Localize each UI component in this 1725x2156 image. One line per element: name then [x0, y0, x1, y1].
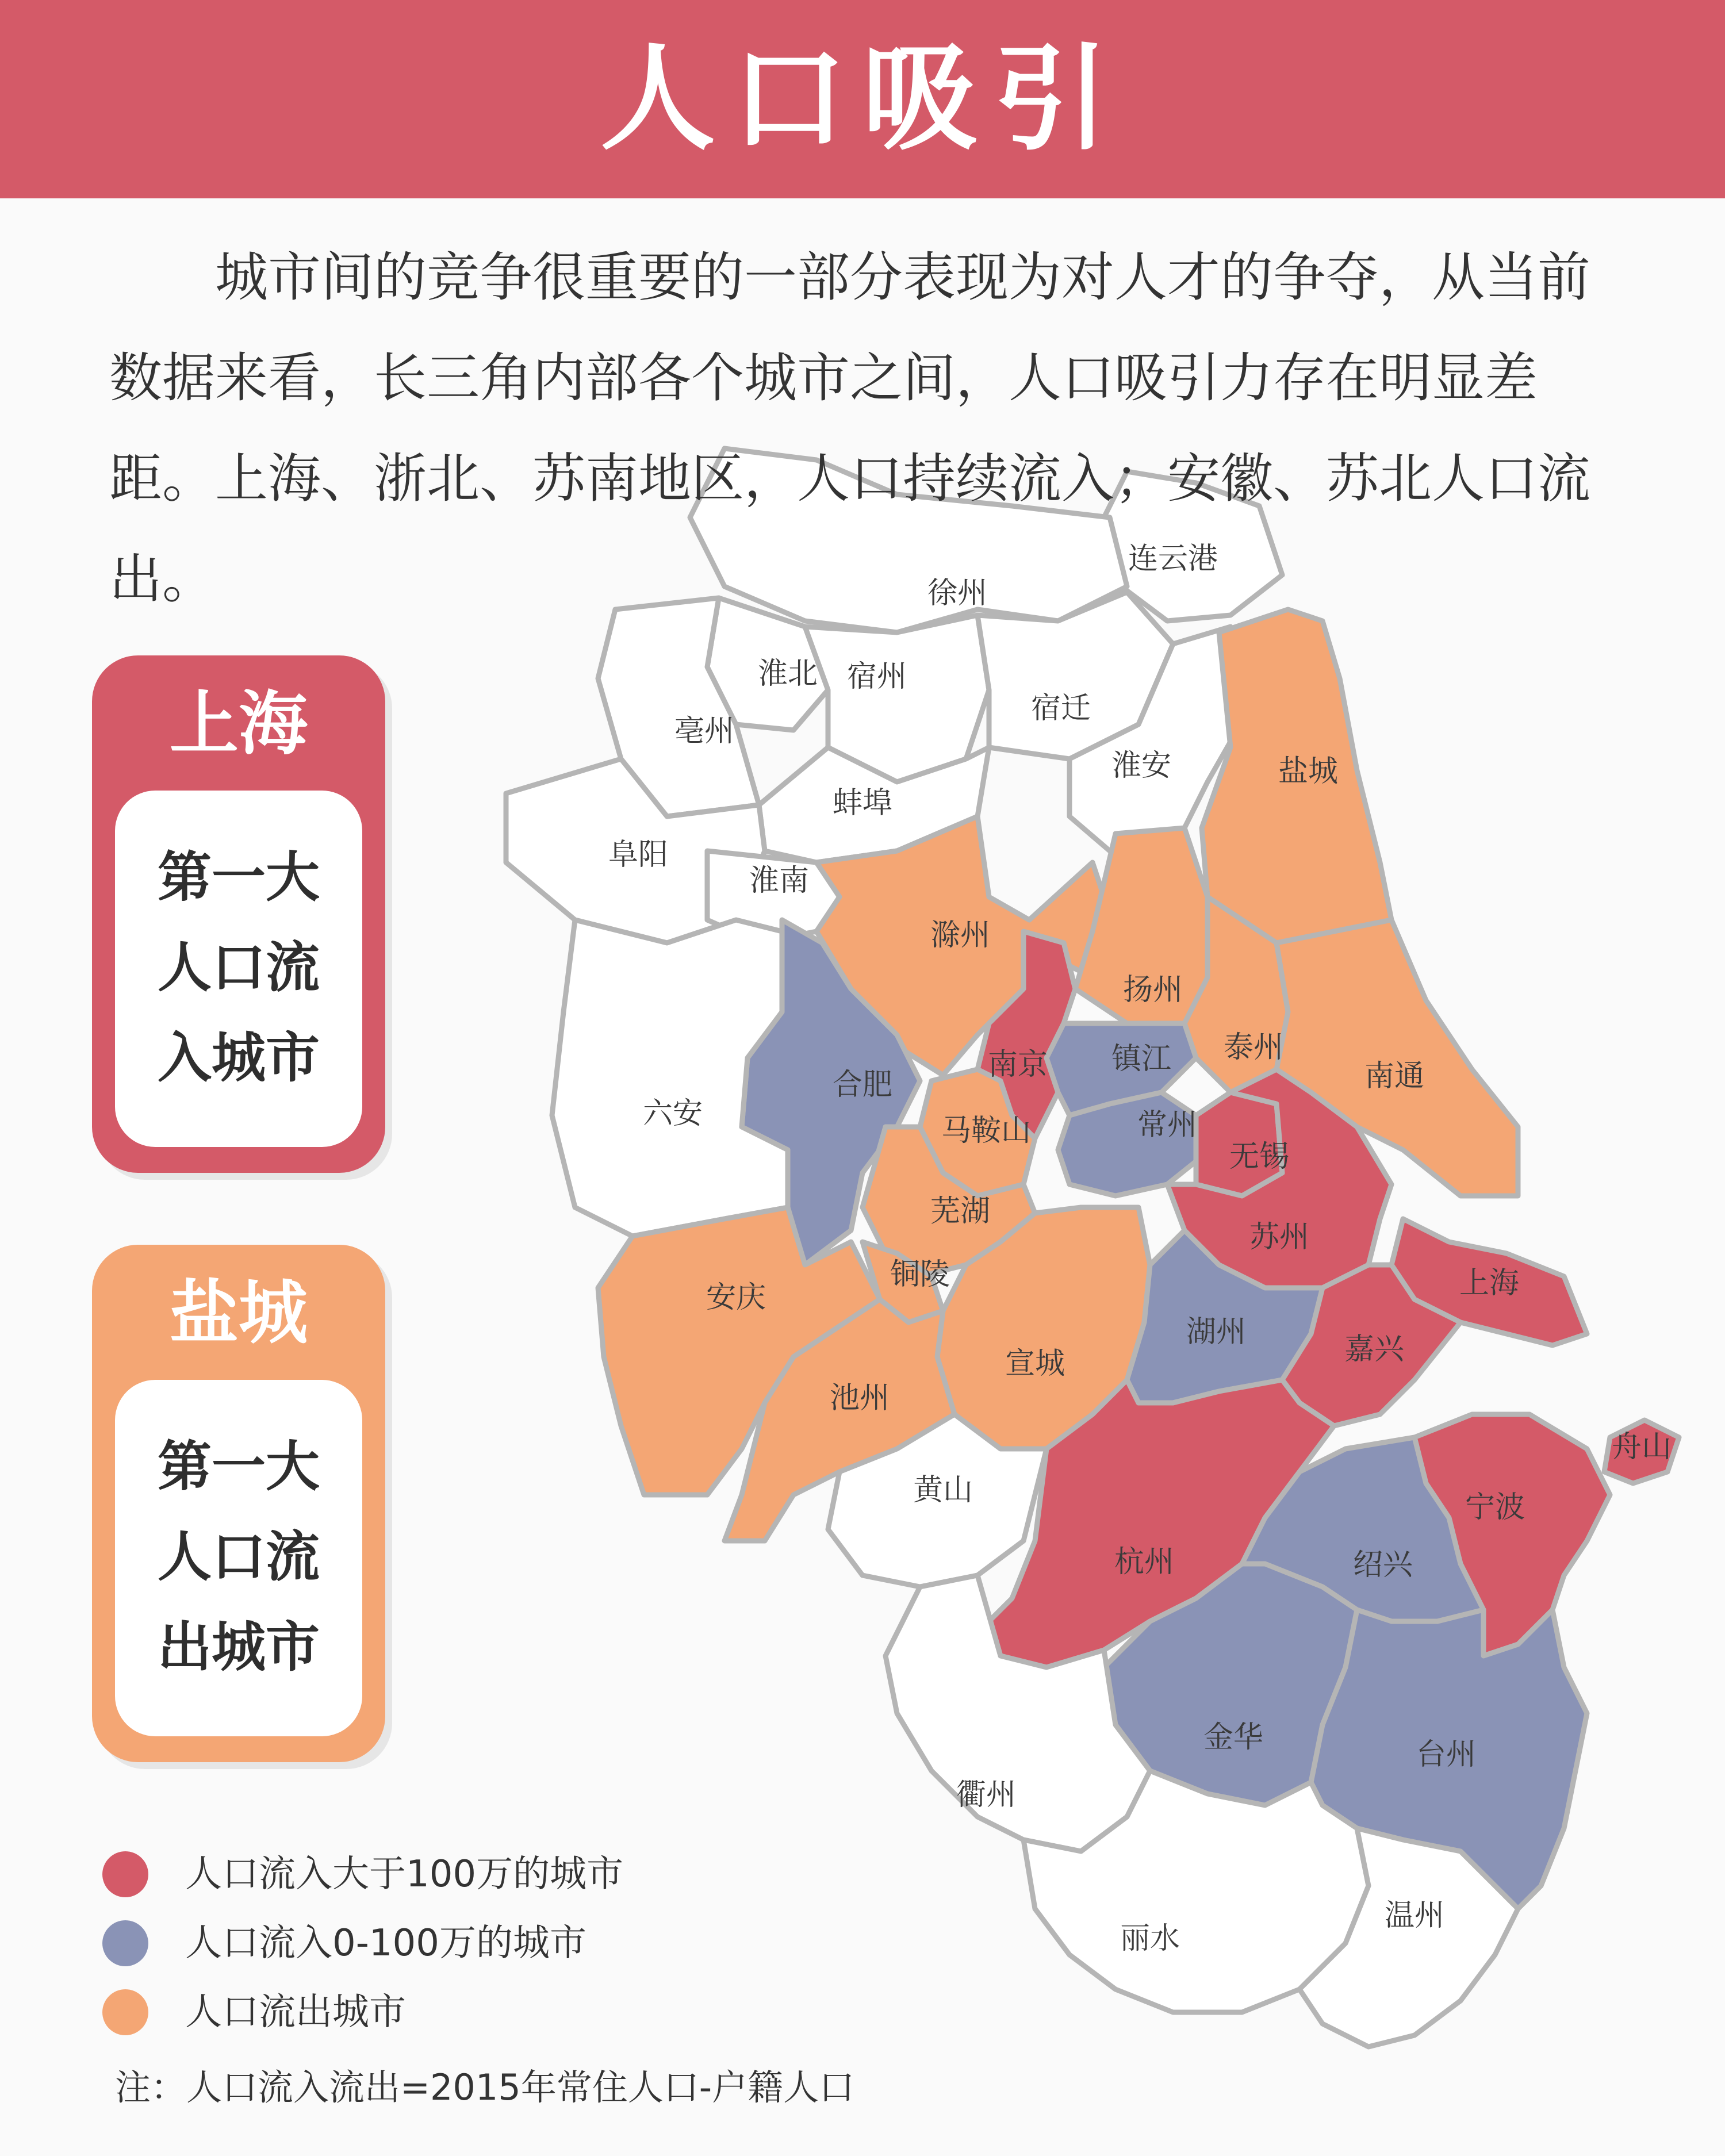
label-tongling: 铜陵 [890, 1257, 950, 1292]
label-jinhua: 金华 [1203, 1720, 1264, 1755]
intro-paragraph: 城市间的竞争很重要的一部分表现为对人才的争夺，从当前数据来看，长三角内部各个城市之间，人口吸引力存在明显差距。上海、浙北、苏南地区，人口持续流入；安徽、苏北人口流出。 [109, 247, 1591, 610]
inflow-card-line: 人口流 [157, 937, 320, 999]
label-hangzhou: 杭州 [1114, 1545, 1175, 1579]
footnote: 注：人口流入流出=2015年常住人口-户籍人口 [115, 2066, 855, 2108]
page-title: 人口吸引 [600, 32, 1125, 166]
label-wuxi: 无锡 [1229, 1140, 1290, 1174]
label-suqian: 宿迁 [1030, 691, 1091, 726]
label-jiaxing: 嘉兴 [1344, 1332, 1405, 1367]
label-chizhou: 池州 [829, 1381, 890, 1415]
label-huainan: 淮南 [749, 864, 810, 898]
label-hefei: 合肥 [832, 1068, 893, 1102]
label-anqing: 安庆 [706, 1280, 766, 1315]
label-maanshan: 马鞍山 [941, 1114, 1032, 1148]
label-wenzhou: 温州 [1384, 1898, 1445, 1933]
label-lianyungang: 连云港 [1128, 542, 1218, 576]
outflow-card-line: 第一大 [157, 1436, 320, 1498]
label-xuancheng: 宣城 [1005, 1346, 1065, 1381]
label-nantong: 南通 [1364, 1059, 1425, 1094]
legend-swatch-inflow-0-1m [102, 1920, 148, 1966]
inflow-card-line: 入城市 [157, 1027, 320, 1089]
label-changzhou: 常州 [1137, 1108, 1198, 1142]
outflow-card [92, 1245, 385, 1762]
legend-label-inflow-0-1m: 人口流入0-100万的城市 [185, 1922, 586, 1965]
label-yangzhou: 扬州 [1122, 973, 1183, 1007]
label-wuhu: 芜湖 [930, 1194, 991, 1229]
outflow-card-body [115, 1380, 362, 1736]
label-zhoushan: 舟山 [1611, 1430, 1672, 1464]
label-taizhou-zj: 台州 [1416, 1737, 1477, 1772]
label-huzhou: 湖州 [1186, 1315, 1247, 1349]
legend-swatch-outflow [102, 1989, 148, 2035]
legend-swatch-inflow-over-1m [102, 1851, 148, 1897]
label-nanjing: 南京 [987, 1048, 1048, 1082]
label-xuzhou: 徐州 [927, 576, 988, 611]
label-luan: 六安 [642, 1096, 703, 1131]
label-chuzhou: 滁州 [930, 918, 991, 953]
label-huaian: 淮安 [1111, 749, 1172, 783]
outflow-card-line: 人口流 [157, 1526, 320, 1589]
label-bozhou: 亳州 [674, 714, 735, 749]
legend-label-inflow-over-1m: 人口流入大于100万的城市 [185, 1853, 624, 1896]
inflow-card-city: 上海 [170, 684, 308, 764]
label-shaoxing: 绍兴 [1352, 1548, 1413, 1582]
legend-label-outflow: 人口流出城市 [185, 1991, 406, 2034]
label-lishui: 丽水 [1120, 1921, 1180, 1956]
label-fuyang: 阜阳 [608, 838, 669, 872]
label-huaibei: 淮北 [757, 657, 818, 691]
label-quzhou: 衢州 [956, 1778, 1017, 1812]
label-shanghai: 上海 [1459, 1266, 1520, 1300]
label-ningbo: 宁波 [1465, 1490, 1525, 1525]
outflow-card-line: 出城市 [157, 1616, 320, 1679]
label-suzhou-ah: 宿州 [846, 659, 907, 694]
label-taizhou-js: 泰州 [1223, 1030, 1284, 1065]
label-zhenjiang: 镇江 [1111, 1042, 1172, 1076]
label-huangshan: 黄山 [913, 1473, 973, 1507]
inflow-card-line: 第一大 [157, 846, 320, 909]
outflow-card-city: 盐城 [170, 1273, 308, 1353]
label-yancheng: 盐城 [1278, 754, 1339, 789]
inflow-card-body [115, 791, 362, 1147]
inflow-card [92, 655, 385, 1173]
label-suzhou-js: 苏州 [1249, 1220, 1310, 1255]
label-bengbu: 蚌埠 [832, 786, 893, 820]
